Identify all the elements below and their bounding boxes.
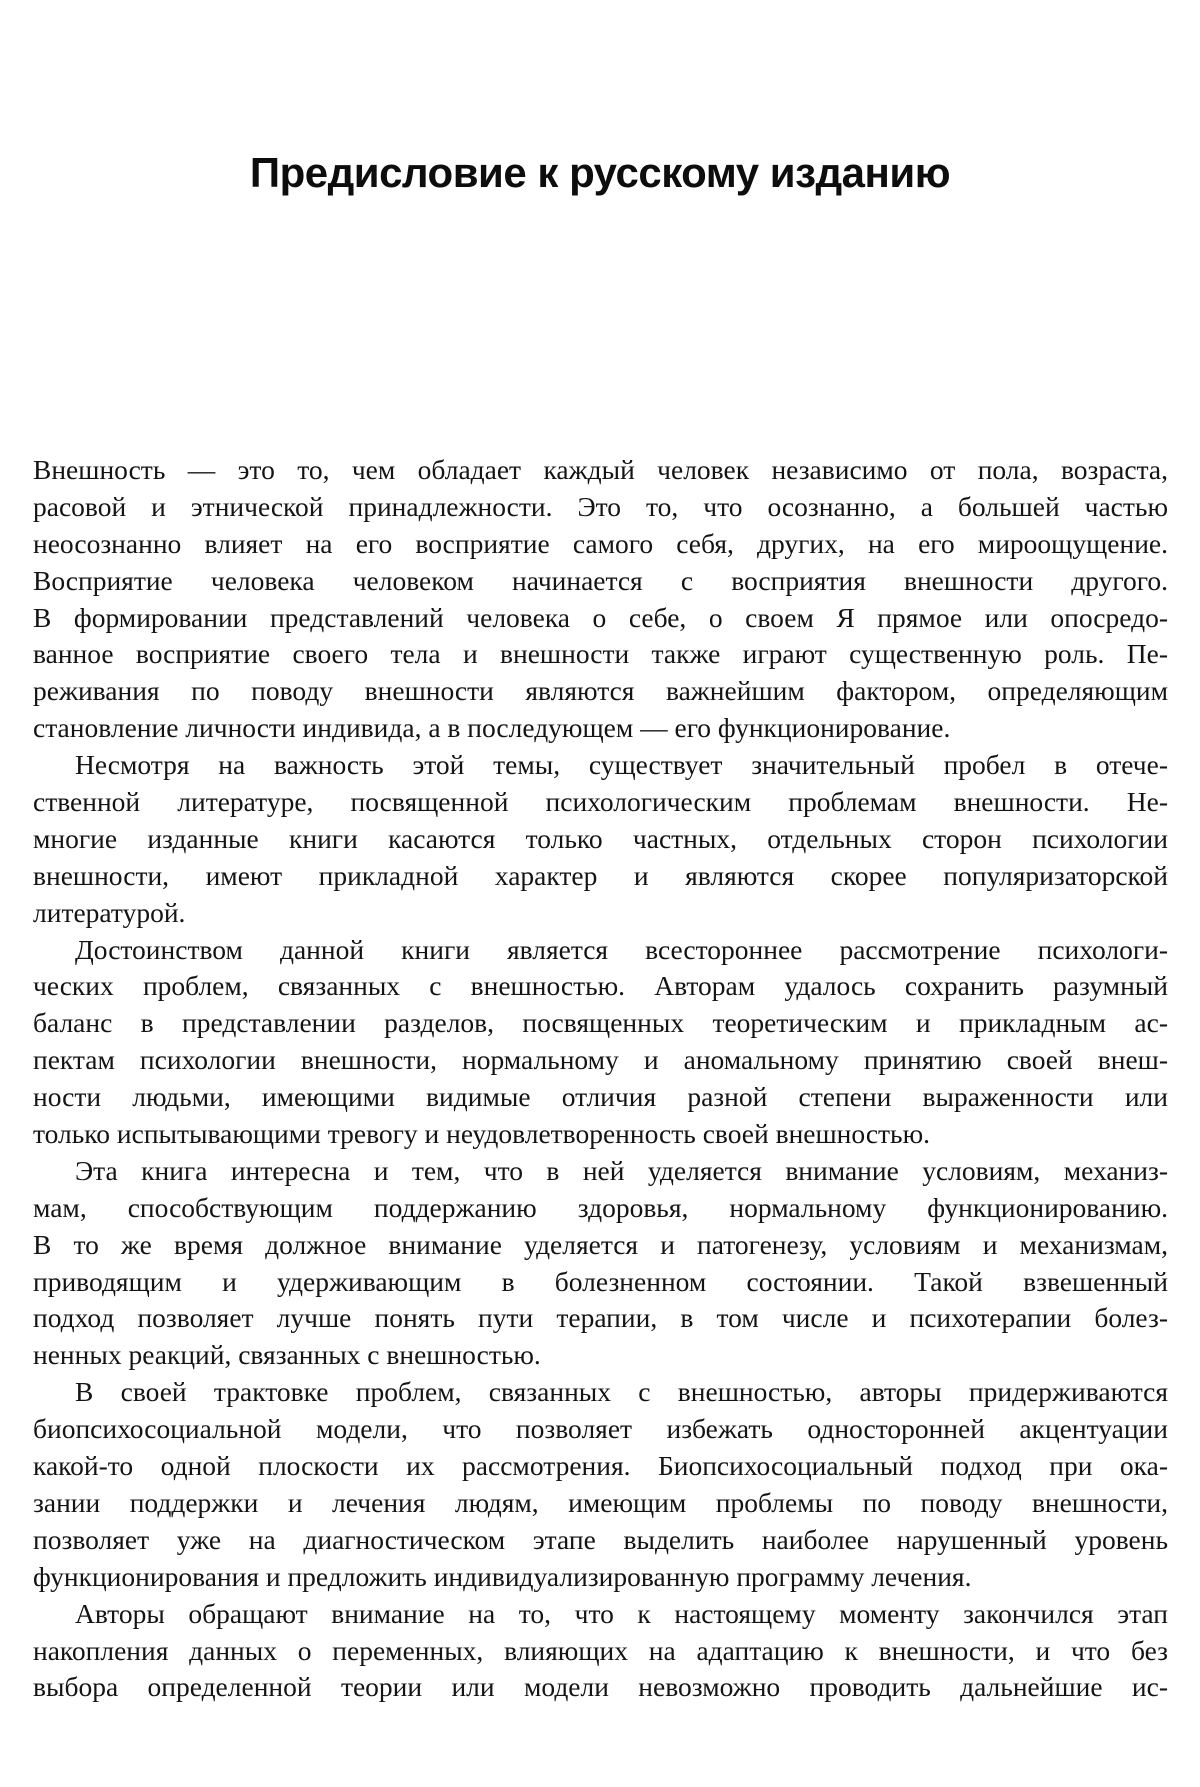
text-line: неосознанно влияет на его восприятие самого себя, других, на его мироощущение. bbox=[33, 527, 1168, 559]
text-line: мам, способствующим поддержанию здоровья, нормальному функционированию. bbox=[33, 1191, 1168, 1223]
text-line: ственной литературе, посвященной психологическим проблемам внешности. Не- bbox=[33, 786, 1168, 818]
text-line: приводящим и удерживающим в болезненном состоянии. Такой взвешенный bbox=[33, 1265, 1168, 1297]
text-line: баланс в представлении разделов, посвященных теоретическим и прикладным ас- bbox=[33, 1007, 1168, 1039]
text-line: позволяет уже на диагностическом этапе выделить наиболее нарушенный уровень bbox=[33, 1523, 1168, 1555]
text-line: Внешность — это то, чем обладает каждый человек независимо от пола, возраста, bbox=[33, 454, 1168, 485]
body-text bbox=[33, 452, 1168, 1706]
text-line: становление личности индивида, а в последующем — его функционирование. bbox=[33, 712, 951, 744]
text-line: накопления данных о переменных, влияющих на адаптацию к внешности, и что без bbox=[33, 1634, 1168, 1666]
text-line: реживания по поводу внешности являются важнейшим фактором, определяющим bbox=[33, 675, 1168, 707]
text-line: пектам психологии внешности, нормальному и аномальному принятию своей внеш- bbox=[33, 1044, 1168, 1076]
text-line: многие изданные книги касаются только частных, отдельных сторон психологии bbox=[33, 822, 1168, 854]
text-line: В то же время должное внимание уделяется и патогенезу, условиям и механизмам, bbox=[33, 1228, 1168, 1260]
text-line: ненных реакций, связанных с внешностью. bbox=[33, 1339, 541, 1371]
text-line: ческих проблем, связанных с внешностью. Авторам удалось сохранить разумный bbox=[33, 970, 1168, 1002]
text-line: функционирования и предложить индивидуализированную программу лечения. bbox=[33, 1560, 972, 1592]
text-line: Достоинством данной книги является всестороннее рассмотрение психологи- bbox=[75, 933, 1168, 965]
text-line: подход позволяет лучше понять пути терапии, в том числе и психотерапии болез- bbox=[33, 1302, 1168, 1334]
page-title: Предисловие к русскому изданию bbox=[249, 149, 951, 196]
text-line: биопсихосоциальной модели, что позволяет избежать односторонней акцентуации bbox=[33, 1413, 1168, 1445]
text-line: какой-то одной плоскости их рассмотрения. Биопсихосоциальный подход при ока- bbox=[33, 1450, 1168, 1482]
text-line: внешности, имеют прикладной характер и являются скорее популяризаторской bbox=[33, 859, 1168, 891]
text-line: Несмотря на важность этой темы, существует значительный пробел в отече- bbox=[75, 749, 1168, 781]
text-line: В формировании представлений человека о себе, о своем Я прямое или опосредо- bbox=[33, 601, 1168, 633]
text-line: ности людьми, имеющими видимые отличия разной степени выраженности или bbox=[33, 1081, 1168, 1113]
text-line: Авторы обращают внимание на то, что к настоящему моменту закончился этап bbox=[75, 1597, 1168, 1629]
text-line: Восприятие человека человеком начинается с восприятия внешности другого. bbox=[33, 564, 1168, 596]
text-line: выбора определенной теории или модели невозможно проводить дальнейшие ис- bbox=[33, 1671, 1168, 1703]
text-line: расовой и этнической принадлежности. Это то, что осознанно, а большей частью bbox=[33, 490, 1168, 522]
text-line: В своей трактовке проблем, связанных с внешностью, авторы придерживаются bbox=[75, 1376, 1168, 1408]
text-line: только испытывающими тревогу и неудовлетворенность своей внешностью. bbox=[33, 1118, 930, 1150]
text-line: Эта книга интересна и тем, что в ней уделяется внимание условиям, механиз- bbox=[75, 1154, 1168, 1186]
text-line: зании поддержки и лечения людям, имеющим проблемы по поводу внешности, bbox=[33, 1486, 1168, 1518]
text-line: литературой. bbox=[33, 896, 186, 928]
text-line: ванное восприятие своего тела и внешности также играют существенную роль. Пе- bbox=[33, 638, 1168, 670]
